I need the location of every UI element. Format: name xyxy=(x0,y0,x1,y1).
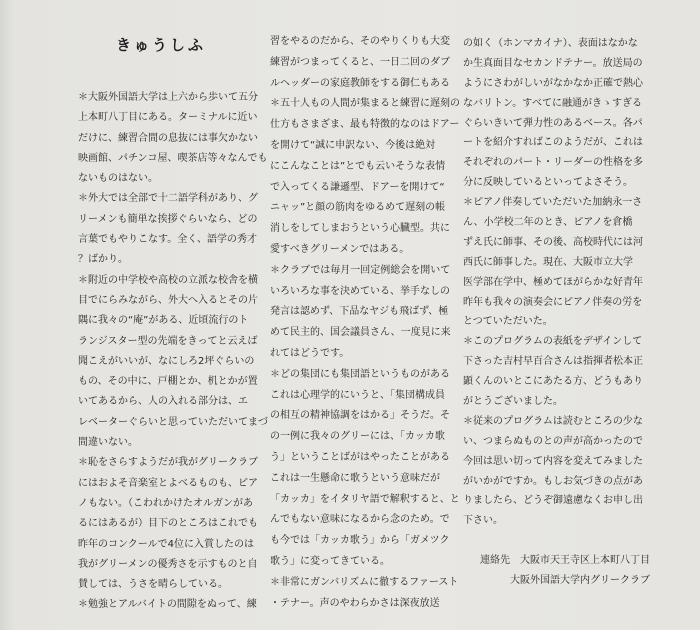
text-line: の一例に我々のグリーには、「カッカ歌 xyxy=(270,431,445,443)
text-line: ノもない。（こわれかけたオルガンがあ xyxy=(78,497,253,509)
text-line: 下さった吉村早百合さんは指揮者松本正 xyxy=(463,356,643,368)
text-line: がいかがですか。もしお気づきの点があ xyxy=(463,475,643,487)
text-line: ＊五十人もの人間が集まると練習に遅刻の xyxy=(270,98,460,110)
text-line: 我がグリーメンの優秀さを示すものと自 xyxy=(78,558,258,570)
text-line: にはおよそ音楽室とよべるものも、ピア xyxy=(78,477,258,489)
text-line: 西氏に師事した。現在、大阪市立大学 xyxy=(463,256,633,268)
contact-block xyxy=(450,551,650,591)
text-line: 昨年も我々の演奏会にピアノ伴奏の労を xyxy=(463,296,643,308)
text-line: 習をやるのだから、そのやりくりも大変 xyxy=(270,36,450,47)
text-line: 練習がつまってくると、一日二回のダブ xyxy=(270,56,450,68)
text-line: ？ばかり。 xyxy=(78,254,128,266)
text-line: ランジスター型の先端をきってと云えば xyxy=(78,335,258,347)
text-line: 歌う」に変ってきている。 xyxy=(270,555,390,567)
text-line: う」ということばがはやったことがある xyxy=(270,451,450,463)
text-line: だけに、練習合間の息抜には事欠かない xyxy=(78,132,258,144)
text-line: んでもない意味になるから念のため。で xyxy=(270,514,450,526)
text-line: ようにさわがしいがなかなか正確で熱心 xyxy=(463,77,643,89)
text-line: とつていただいた。 xyxy=(463,316,553,328)
text-line: りましたら、どうぞ御遠慮なくお申し出 xyxy=(463,495,643,507)
text-line: ＊ピアノ伴奏していただいた加納永一さ xyxy=(463,197,643,209)
text-line: ＊どの集団にも集団語というものがある xyxy=(270,368,450,380)
text-line: いろいろな事を決めている、挙手なしの xyxy=(270,285,450,297)
contact-club: 大阪外国語大学内グリークラブ xyxy=(510,575,650,586)
text-line: 分に反映しているといってよさそう。 xyxy=(463,177,633,189)
text-line: リーメンも簡単な挨拶ぐらいなら、どの xyxy=(78,213,258,225)
text-line: 隅に我々の“庵”がある、近頃流行のト xyxy=(78,315,249,327)
text-line: ・テナー。声のやわらかさは深夜放送 xyxy=(270,597,440,609)
text-line: 愛すべきグリーメンではある。 xyxy=(270,243,410,255)
text-line: 聞こえがいいが、なにしろ2坪ぐらいの xyxy=(78,355,255,367)
text-column-3 xyxy=(463,34,655,531)
text-line: 今回は思い切って内容を変えてみました xyxy=(463,455,643,467)
text-line: これは一生懸命に歌うという意味だが xyxy=(270,472,440,484)
text-line: れてはどうです。 xyxy=(270,347,350,359)
text-line: か生真面目なセカンドテナー。放送局の xyxy=(463,57,643,69)
text-line: 発言は認めず、下品なヤジも飛ばず、極 xyxy=(270,306,449,318)
text-line: の相互の精神協調をはかる」そうだ。そ xyxy=(270,410,450,422)
text-line: なバリトン。すべてに融通がきゝすぎる xyxy=(463,97,642,109)
text-line: 映画館、パチンコ屋、喫茶店等々なんでも xyxy=(78,152,268,164)
text-column-2 xyxy=(270,32,462,614)
text-line: ん、小学校二年のとき、ピアノを倉橋 xyxy=(463,217,633,229)
text-line: 下さい。 xyxy=(463,515,503,527)
text-line: がとうございました。 xyxy=(463,396,563,408)
text-line: の如く（ホンマカイナ）、表面はなかな xyxy=(463,38,638,49)
text-line: これは心理学的にいうと、「集団構成員 xyxy=(270,389,445,401)
text-line: 「カッカ」をイタリヤ語で解釈すると、と xyxy=(270,493,460,505)
text-line: 消しをしてしまおうという心臓型。共に xyxy=(270,223,450,235)
text-line: 医学部在学中、極めてほがらかな好青年 xyxy=(463,276,643,288)
text-line: 仕方もさまざま、最も特徴的なのはドアー xyxy=(270,119,460,131)
text-line: 顕くんのいとこにあたる方、どうもあり xyxy=(463,376,643,388)
text-line: ＊勉強とアルバイトの間隙をぬって、練 xyxy=(78,599,257,611)
text-line: 間違いない。 xyxy=(78,437,138,449)
text-line: 上本町八丁目にある。ターミナルに近い xyxy=(78,112,258,124)
text-line: ＊恥をさらすようだが我がグリークラブ xyxy=(78,457,258,469)
text-line: ＊附近の中学校や高校の立派な校舎を横 xyxy=(78,274,258,286)
text-line: 目でにらみながら、外大へ入るとその片 xyxy=(78,294,258,306)
page-title: きゅうしふ xyxy=(116,36,207,54)
text-line: ＊外大では全部で十二語学科があり、グ xyxy=(78,193,258,205)
contact-address: 連絡先 大阪市天王寺区上本町八丁目 xyxy=(480,555,650,566)
text-line: もの、その中に、戸棚とか、机とかが置 xyxy=(78,376,258,388)
text-line: 昨年のコンクールで4位に入賞したのは xyxy=(78,538,254,550)
text-line: ＊非常にガンバリズムに徹するファースト xyxy=(270,576,459,588)
text-line: も今では「カッカ歌う」から「ガメツク xyxy=(270,535,450,547)
text-line: ＊大阪外国語大学は上六から歩いて五分 xyxy=(78,92,258,103)
text-line: ートを紹介すればこのようだが、これは xyxy=(463,137,643,149)
text-line: にこんなことは”とでも云いそうな表情 xyxy=(270,160,446,172)
text-line: ずえ氏に師事、その後、高校時代には河 xyxy=(463,236,643,248)
text-column-1 xyxy=(78,88,270,616)
text-line: い、つまらぬものとの声が高かったので xyxy=(463,435,643,447)
text-line: ＊従来のプログラムは読むところの少な xyxy=(463,415,643,427)
text-line: ＊クラブでは毎月一回定例総会を開いて xyxy=(270,264,451,276)
text-line: レベーターぐらいと思っていただいてまづ xyxy=(78,416,268,428)
text-line: いてあるから、人の入れる部分は、エ xyxy=(78,396,248,408)
text-line: ないものはない。 xyxy=(78,173,158,185)
text-line: ぐらいきいて弾力性のあるベース。各パ xyxy=(463,117,643,129)
text-line: 言葉でもやりこなす。全く、語学の秀才 xyxy=(78,234,257,246)
text-line: ＊このプログラムの表紙をデザインして xyxy=(463,336,643,348)
text-line: ニャッ”と顔の筋肉をゆるめて遅刻の帳 xyxy=(270,202,446,214)
text-line: るにはあるが）目下のところはこれでも xyxy=(78,518,258,530)
text-line: で入ってくる謙遜型、ドアーを開けて“ xyxy=(270,181,445,193)
text-line: めて民主的、国会議員さん、一度見に来 xyxy=(270,327,451,339)
text-line: を開けて“誠に申訳ない、今後は絶対 xyxy=(270,139,436,151)
text-line: ルヘッダーの家庭教師をする御仁もある xyxy=(270,77,450,89)
text-line: 賛しては、うさを晴らしている。 xyxy=(78,579,228,591)
text-line: それぞれのパート・リーダーの性格を多 xyxy=(463,157,643,169)
